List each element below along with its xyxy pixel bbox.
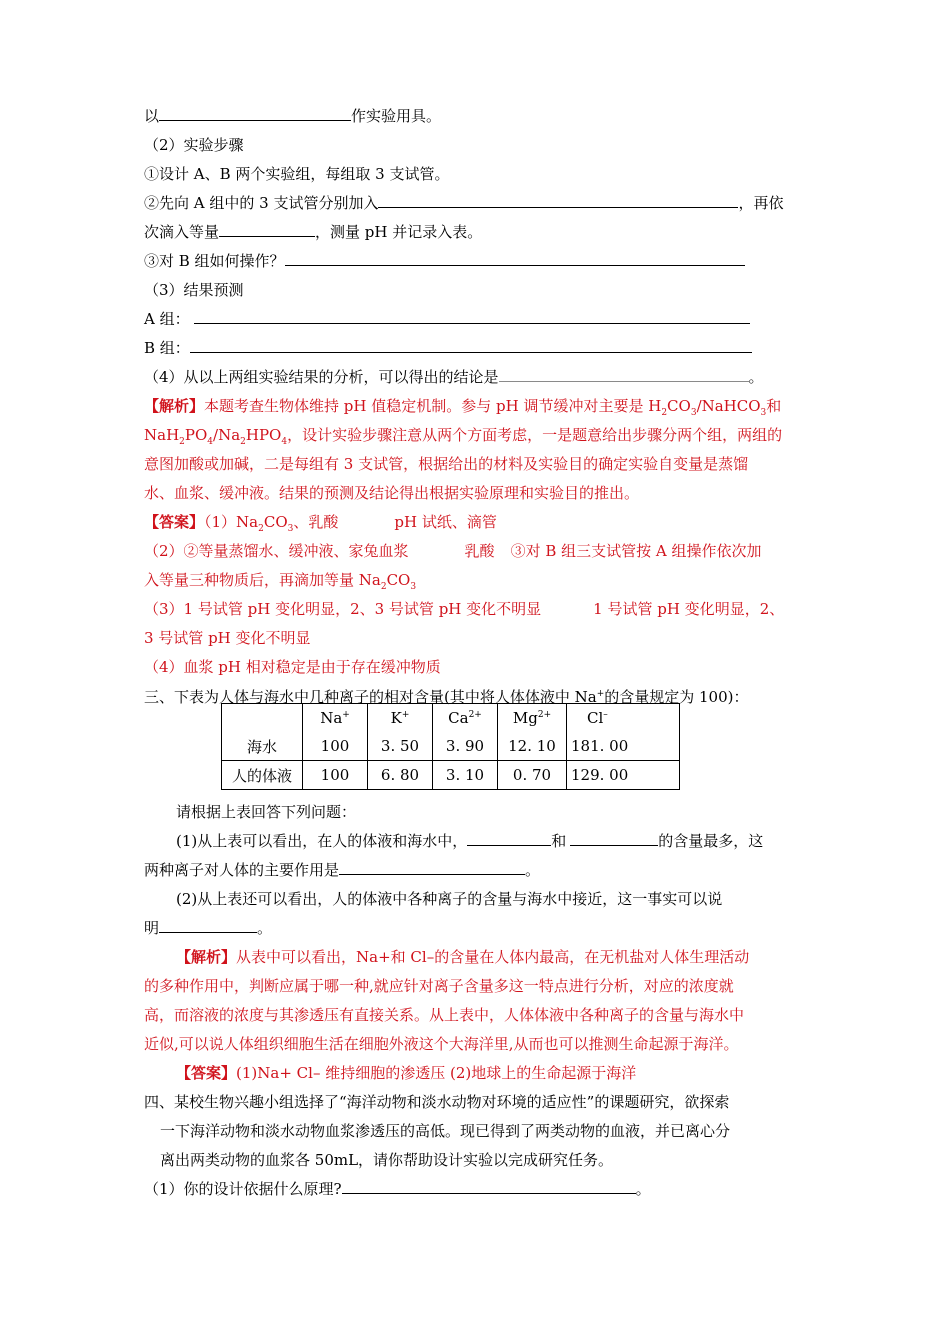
question-3-part-2-cont: 明 。 xyxy=(144,919,273,937)
answer-blank[interactable] xyxy=(378,192,738,208)
table-row xyxy=(222,761,680,790)
group-a-line: A 组： xyxy=(144,308,750,330)
question-4-line-3: 离出两类动物的血浆各 50mL，请你帮助设计实验以完成研究任务。 xyxy=(160,1151,614,1169)
group-b-line: B 组： xyxy=(144,337,752,359)
step-1: ①设计 A、B 两个实验组，每组取 3 支试管。 xyxy=(144,165,450,183)
question-3-part-2: (2)从上表还可以看出，人的体液中各种离子的含量与海水中接近，这一事实可以说 xyxy=(176,890,723,908)
analysis-1-line-4: 水、血浆、缓冲液。结果的预测及结论得出根据实验原理和实验目的推出。 xyxy=(144,484,640,502)
question-3-title: 三、下表为人体与海水中几种离子的相对含量(其中将人体体液中 Na+的含量规定为 100)： xyxy=(144,688,749,706)
answer-blank[interactable] xyxy=(467,830,551,846)
table-header-cell: Na+ xyxy=(303,704,368,733)
table-header-cell: $Mg^{2+}$ xyxy=(498,704,567,733)
analysis-2-line-2: 的多种作用中，判断应属于哪一种,就应针对离子含量多这一特点进行分析，对应的浓度就 xyxy=(144,977,734,995)
answer-blank[interactable] xyxy=(285,250,745,266)
analysis-1-line-2: $NaH_2PO_4/Na_2HPO_4$，设计实验步骤注意从两个方面考虑，一是题意给出步骤分两个组，两组的 xyxy=(144,426,783,447)
table-cell: 3. 90 xyxy=(433,732,498,761)
answer-1-line-3: 入等量三种物质后，再滴加等量 $Na_2CO_3$ xyxy=(144,571,417,592)
question-3-part-1-cont: 两种离子对人体的主要作用是 。 xyxy=(144,861,541,879)
step-3: ③对 B 组如何操作？ xyxy=(144,250,745,272)
answer-1-line-6: （4）血浆 pH 相对稳定是由于存在缓冲物质 xyxy=(144,658,441,676)
answer-blank[interactable] xyxy=(499,366,749,382)
table-cell: 3. 10 xyxy=(433,761,498,790)
conclusion-question: （4）从以上两组实验结果的分析，可以得出的结论是 。 xyxy=(144,368,764,386)
ion-content-table xyxy=(221,703,680,790)
table-cell: 129. 00 xyxy=(567,761,680,790)
table-cell: 12. 10 xyxy=(498,732,567,761)
analysis-2-line-4: 近似,可以说人体组织细胞生活在细胞外液这个大海洋里,从而也可以推测生命起源于海洋。 xyxy=(144,1035,739,1053)
answer-1-line-2: （2）②等量蒸馏水、缓冲液、家兔血浆 乳酸 ③对 B 组三支试管按 A 组操作依次加 xyxy=(144,542,762,560)
question-4-part-1: （1）你的设计依据什么原理? 。 xyxy=(144,1180,651,1198)
table-cell: 人的体液 xyxy=(222,761,303,790)
analysis-1-line-3: 意图加酸或加碱，二是每组有 3 支试管，根据给出的材料及实验目的确定实验自变量是蒸馏 xyxy=(144,455,749,473)
table-cell: 181. 00 xyxy=(567,732,680,761)
answer-blank[interactable] xyxy=(190,337,752,353)
table-header-cell: K+ xyxy=(368,704,433,733)
table-header-cell: Cl– xyxy=(567,704,680,733)
table-cell: 100 xyxy=(303,761,368,790)
table-header-cell: $Ca^{2+}$ xyxy=(433,704,498,733)
answer-1-line-4: （3）1 号试管 pH 变化明显，2、3 号试管 pH 变化不明显 1 号试管 pH 变化明显，2、 xyxy=(144,600,785,618)
answer-blank[interactable] xyxy=(159,917,257,933)
analysis-2-line-3: 高，而溶液的浓度与其渗透压有直接关系。从上表中，人体体液中各种离子的含量与海水中 xyxy=(144,1006,745,1024)
table-cell: 3. 50 xyxy=(368,732,433,761)
step-heading: （2）实验步骤 xyxy=(144,136,244,154)
answer-blank[interactable] xyxy=(342,1178,636,1194)
step-2: ②先向 A 组中的 3 支试管分别加入 ，再依 xyxy=(144,194,784,212)
table-cell: 海水 xyxy=(222,732,303,761)
question-4-line-1: 四、某校生物兴趣小组选择了“海洋动物和淡水动物对环境的适应性”的课题研究，欲探索 xyxy=(144,1093,730,1111)
answer-blank[interactable] xyxy=(219,221,315,237)
answer-blank[interactable] xyxy=(194,308,750,324)
answer-1-line-5: 3 号试管 pH 变化不明显 xyxy=(144,629,311,647)
analysis-2-line-1: 【解析】从表中可以看出，Na+和 Cl–的含量在人体内最高，在无机盐对人体生理活动 xyxy=(176,948,750,966)
question-4-line-2: 一下海洋动物和淡水动物血浆渗透压的高低。现已得到了两类动物的血液，并已离心分 xyxy=(160,1122,731,1140)
answer-blank[interactable] xyxy=(159,105,351,121)
table-header-cell xyxy=(222,704,303,733)
table-cell: 6. 80 xyxy=(368,761,433,790)
step-2-cont: 次滴入等量 ，测量 pH 并记录入表。 xyxy=(144,223,483,241)
use-tools-line: 以 作实验用具。 xyxy=(144,107,442,125)
question-3-part-1: (1)从上表可以看出，在人的体液和海水中， 和 的含量最多，这 xyxy=(176,832,764,850)
answer-blank[interactable] xyxy=(570,830,658,846)
analysis-1-line-1: 【解析】本题考查生物体维持 pH 值稳定机制。参与 pH 调节缓冲对主要是 $H_2CO_3/NaHCO_3$和 xyxy=(144,397,782,418)
table-header-row xyxy=(222,704,680,733)
result-heading: （3）结果预测 xyxy=(144,281,244,299)
answer-1-line-1: 【答案】$(1)Na_2CO_3$、乳酸 pH 试纸、滴管 xyxy=(144,513,497,534)
table-cell: 0. 70 xyxy=(498,761,567,790)
question-3-prompt: 请根据上表回答下列问题： xyxy=(176,803,357,821)
table-cell: 100 xyxy=(303,732,368,761)
answer-2: 【答案】(1)Na+ Cl– 维持细胞的渗透压 (2)地球上的生命起源于海洋 xyxy=(176,1064,637,1082)
answer-blank[interactable] xyxy=(339,859,525,875)
table-row xyxy=(222,732,680,761)
